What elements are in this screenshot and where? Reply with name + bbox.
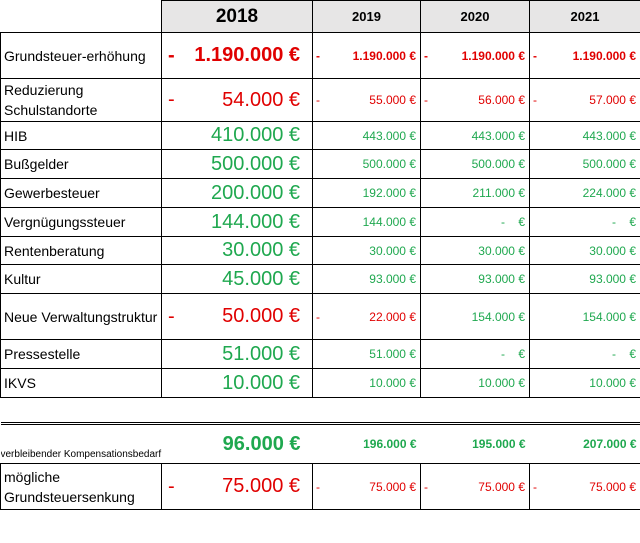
value-cell: - 22.000 €	[313, 294, 421, 340]
value-cell: 10.000 €	[421, 369, 530, 398]
year-header-2020: 2020	[421, 1, 530, 33]
value-cell: 93.000 €	[421, 265, 530, 294]
row-label: IKVS	[1, 369, 162, 398]
year-header-2018: 2018	[162, 1, 313, 33]
summary-value-2021: 207.000 €	[530, 424, 640, 464]
summary-row	[1, 424, 640, 464]
value-cell: 500.000 €	[313, 150, 421, 179]
row-label: Bußgelder	[1, 150, 162, 179]
row-label: Gewerbesteuer	[1, 179, 162, 208]
value-cell: - 55.000 €	[313, 79, 421, 122]
summary-value-2019: 196.000 €	[313, 424, 421, 464]
value-cell: 10.000 €	[313, 369, 421, 398]
table-row	[1, 122, 640, 150]
value-cell: - 1.190.000 €	[162, 33, 313, 79]
value-cell: - €	[421, 340, 530, 369]
value-cell: - €	[530, 340, 640, 369]
table-row	[1, 208, 640, 237]
row-label: Rentenberatung	[1, 237, 162, 265]
table-row	[1, 265, 640, 294]
spacer-row	[1, 398, 640, 424]
value-cell: 30.000 €	[162, 237, 313, 265]
value-cell: 443.000 €	[421, 122, 530, 150]
summary-label: verbleibender Kompensationsbedarf	[1, 424, 162, 464]
value-cell: 51.000 €	[162, 340, 313, 369]
value-cell: 93.000 €	[313, 265, 421, 294]
row-label: Reduzierung Schulstandorte	[1, 79, 162, 122]
value-cell: - €	[421, 208, 530, 237]
value-cell: 224.000 €	[530, 179, 640, 208]
value-cell: - 50.000 €	[162, 294, 313, 340]
value-cell: 500.000 €	[162, 150, 313, 179]
final-value-2021: - 75.000 €	[530, 464, 640, 510]
value-cell: 93.000 €	[530, 265, 640, 294]
value-cell: 45.000 €	[162, 265, 313, 294]
value-cell: 10.000 €	[162, 369, 313, 398]
value-cell: - 56.000 €	[421, 79, 530, 122]
row-label: HIB	[1, 122, 162, 150]
year-header-2021: 2021	[530, 1, 640, 33]
final-value-2019: - 75.000 €	[313, 464, 421, 510]
final-value-2018: - 75.000 €	[162, 464, 313, 510]
value-cell: 154.000 €	[421, 294, 530, 340]
row-label: Vergnügungssteuer	[1, 208, 162, 237]
value-cell: 30.000 €	[421, 237, 530, 265]
final-row	[1, 464, 640, 510]
table-row	[1, 150, 640, 179]
row-label: Kultur	[1, 265, 162, 294]
value-cell: 443.000 €	[313, 122, 421, 150]
table-row	[1, 179, 640, 208]
value-cell: 154.000 €	[530, 294, 640, 340]
header-blank-cell	[1, 1, 162, 33]
value-cell: 51.000 €	[313, 340, 421, 369]
summary-value-2020: 195.000 €	[421, 424, 530, 464]
value-cell: - 1.190.000 €	[530, 33, 640, 79]
value-cell: 10.000 €	[530, 369, 640, 398]
final-label: mögliche Grundsteuersenkung	[1, 464, 162, 510]
value-cell: 30.000 €	[313, 237, 421, 265]
table-row	[1, 340, 640, 369]
row-label: Pressestelle	[1, 340, 162, 369]
value-cell: - 57.000 €	[530, 79, 640, 122]
value-cell: - 54.000 €	[162, 79, 313, 122]
value-cell: 500.000 €	[530, 150, 640, 179]
row-label: Grundsteuer-erhöhung	[1, 33, 162, 79]
value-cell: - 1.190.000 €	[421, 33, 530, 79]
value-cell: 500.000 €	[421, 150, 530, 179]
table-row	[1, 294, 640, 340]
row-label: Neue Verwaltungstruktur	[1, 294, 162, 340]
summary-value-2018: 96.000 €	[162, 424, 313, 464]
table-row	[1, 237, 640, 265]
table-row	[1, 369, 640, 398]
year-header-2019: 2019	[313, 1, 421, 33]
value-cell: 144.000 €	[162, 208, 313, 237]
value-cell: 443.000 €	[530, 122, 640, 150]
value-cell: 410.000 €	[162, 122, 313, 150]
table-row	[1, 33, 640, 79]
value-cell: 192.000 €	[313, 179, 421, 208]
final-value-2020: - 75.000 €	[421, 464, 530, 510]
value-cell: 30.000 €	[530, 237, 640, 265]
value-cell: 200.000 €	[162, 179, 313, 208]
value-cell: 211.000 €	[421, 179, 530, 208]
value-cell: - €	[530, 208, 640, 237]
header-row	[1, 1, 640, 33]
value-cell: - 1.190.000 €	[313, 33, 421, 79]
table-row	[1, 79, 640, 122]
value-cell: 144.000 €	[313, 208, 421, 237]
